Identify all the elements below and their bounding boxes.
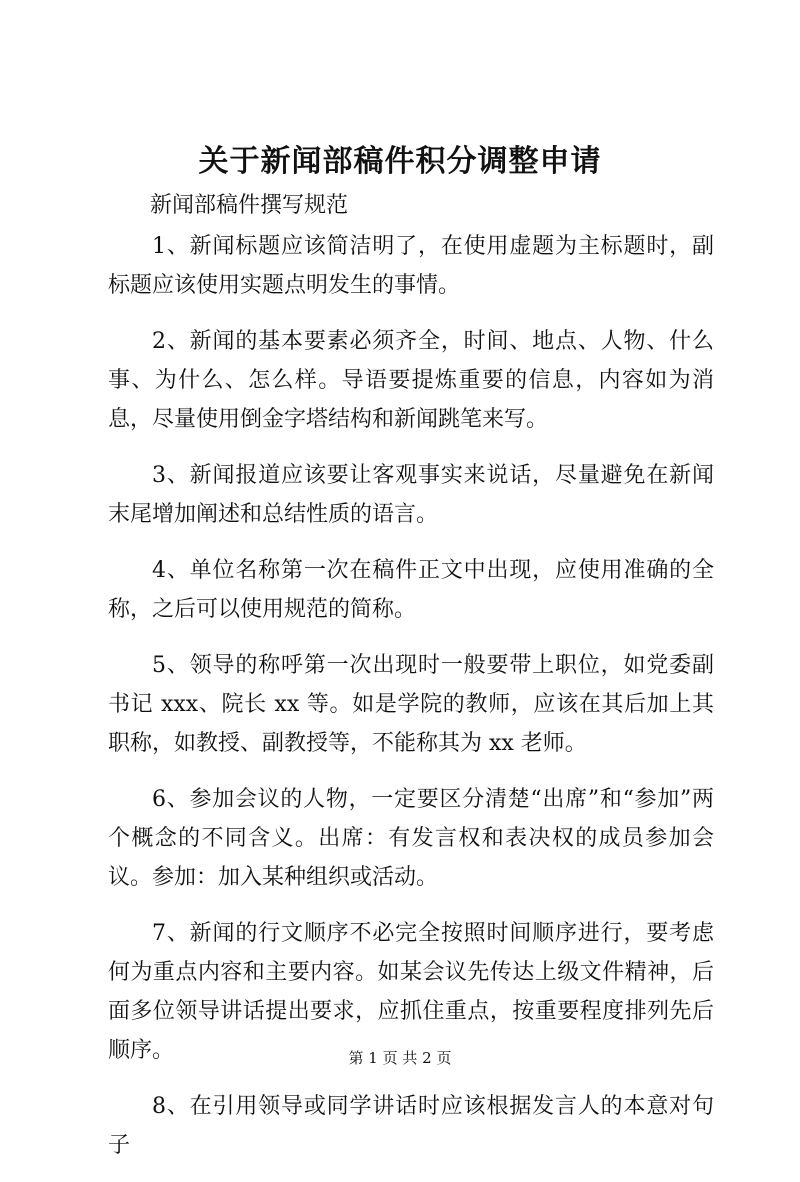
- paragraph-6: 6、参加会议的人物，一定要区分清楚“出席”和“参加”两个概念的不同含义。出席：有发言权和表决权的成员参加会议。参加：加入某种组织或活动。: [108, 787, 714, 890]
- document-body: [108, 227, 714, 1182]
- paragraph-7: 7、新闻的行文顺序不必完全按照时间顺序进行，要考虑何为重点内容和主要内容。如某会议先传达上级文件精神，后面多位领导讲话提出要求，应抓住重点，按重要程度排列先后顺序。: [108, 921, 714, 1063]
- page-footer: 第 1 页 共 2 页: [348, 1049, 452, 1067]
- paragraph-1: 1、新闻标题应该简洁明了，在使用虚题为主标题时，副标题应该使用实题点明发生的事情。: [108, 234, 714, 298]
- paragraph-2: 2、新闻的基本要素必须齐全，时间、地点、人物、什么事、为什么、怎么样。导语要提炼重要的信息，内容如为消息，尽量使用倒金字塔结构和新闻跳笔来写。: [108, 329, 714, 432]
- paragraph-8: 8、在引用领导或同学讲话时应该根据发言人的本意对句子: [108, 1094, 714, 1158]
- document-subtitle: 新闻部稿件撰写规范: [150, 193, 349, 218]
- paragraph-4: 4、单位名称第一次在稿件正文中出现，应使用准确的全称，之后可以使用规范的简称。: [108, 558, 714, 622]
- paragraph-3: 3、新闻报道应该要让客观事实来说话，尽量避免在新闻末尾增加阐述和总结性质的语言。: [108, 463, 714, 527]
- paragraph-5: 5、领导的称呼第一次出现时一般要带上职位，如党委副书记 xxx、院长 xx 等。如是学院的教师，应该在其后加上其职称，如教授、副教授等，不能称其为 xx 老师。: [108, 653, 714, 756]
- document-title: 关于新闻部稿件积分调整申请: [198, 144, 602, 179]
